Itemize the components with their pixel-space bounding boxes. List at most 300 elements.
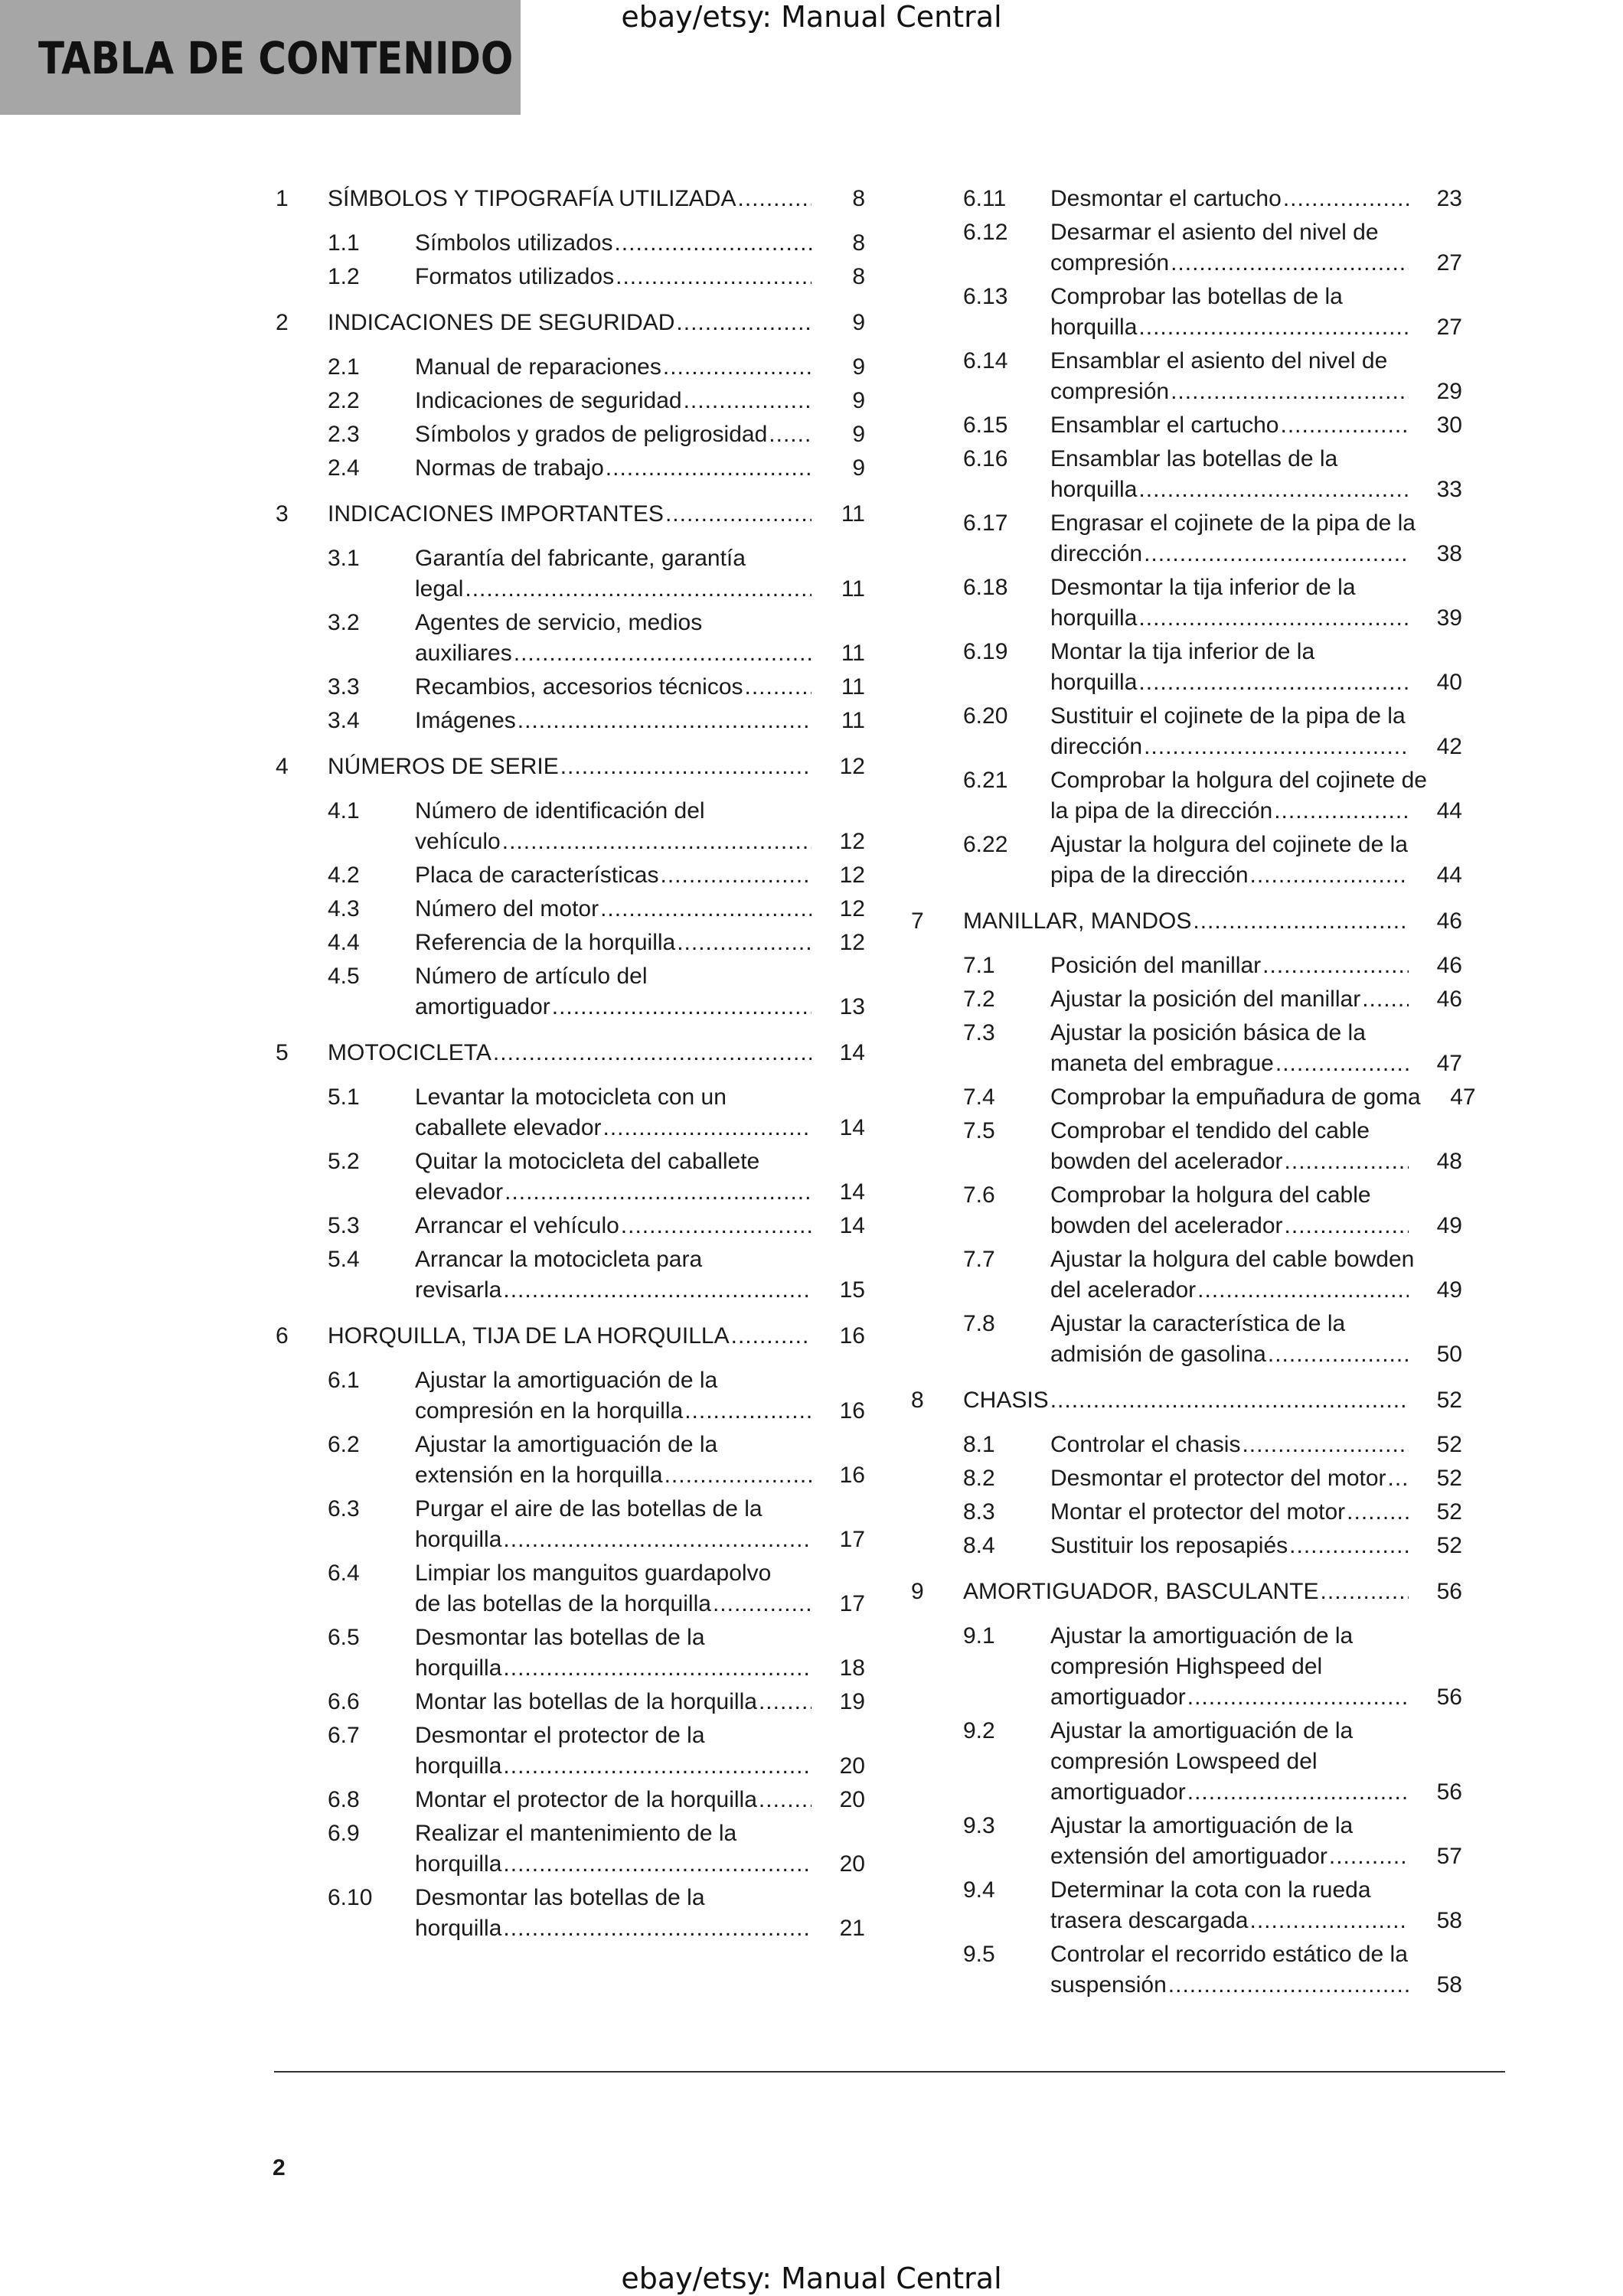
toc-leader-dots (503, 1275, 812, 1306)
toc-section-entry[interactable] (276, 1558, 865, 1619)
watermark-bottom: ebay/etsy: Manual Central (621, 2262, 1002, 2295)
toc-entry-number: 6.16 (963, 446, 1008, 471)
toc-page-number: 52 (1436, 1533, 1462, 1558)
toc-entry-title: Indicaciones de seguridad (415, 388, 682, 413)
toc-section-entry[interactable] (276, 1818, 865, 1880)
toc-page-number: 18 (839, 1655, 865, 1681)
toc-entry-title: Quitar la motocicleta del caballete (415, 1149, 760, 1174)
toc-section-entry[interactable] (911, 1082, 1476, 1113)
toc-entry-title: Arrancar la motocicleta para (415, 1247, 703, 1272)
toc-page-number: 39 (1436, 605, 1462, 631)
toc-entry-title: extensión del amortiguador (1050, 1844, 1327, 1869)
toc-section-entry[interactable] (276, 1146, 865, 1208)
toc-leader-dots (1138, 603, 1409, 634)
toc-entry-number: 6.11 (963, 186, 1007, 211)
toc-page-number: 11 (841, 708, 865, 733)
toc-entry-title: AMORTIGUADOR, BASCULANTE (963, 1579, 1319, 1604)
toc-page-number: 56 (1436, 1779, 1462, 1805)
toc-page-number: 44 (1436, 798, 1462, 823)
toc-chapter-entry[interactable] (276, 184, 865, 214)
toc-entry-number: 9.2 (963, 1718, 995, 1743)
toc-page-number: 14 (839, 1179, 865, 1205)
toc-entry-title: Normas de trabajo (415, 455, 604, 481)
toc-entry-number: 1.1 (328, 230, 360, 256)
toc-section-entry[interactable] (276, 672, 865, 703)
toc-entry-number: 1.2 (328, 264, 360, 289)
toc-entry-number: 6.9 (328, 1821, 360, 1846)
toc-entry-title: legal (415, 576, 464, 602)
toc-leader-dots (1193, 906, 1409, 937)
toc-entry-number: 6.15 (963, 413, 1008, 438)
toc-section-entry[interactable] (911, 346, 1462, 407)
toc-chapter-entry[interactable] (276, 308, 865, 338)
toc-entry-number: 7.7 (963, 1247, 995, 1272)
toc-chapter-entry[interactable] (276, 1321, 865, 1352)
toc-section-entry[interactable] (911, 1180, 1462, 1241)
toc-page-number: 52 (1436, 1466, 1462, 1491)
toc-entry-title: amortiguador (1050, 1684, 1186, 1710)
toc-entry-title: Referencia de la horquilla (415, 930, 676, 955)
toc-entry-title: INDICACIONES DE SEGURIDAD (328, 310, 675, 335)
toc-section-entry[interactable] (911, 1116, 1462, 1177)
toc-section-entry[interactable] (276, 894, 865, 925)
toc-chapter-entry[interactable] (911, 1577, 1462, 1607)
toc-entry-title: compresión Lowspeed del (1050, 1749, 1318, 1774)
toc-entry-number: 7 (911, 908, 924, 934)
toc-leader-dots (1242, 1430, 1409, 1460)
toc-entry-number: 5.2 (328, 1149, 360, 1174)
toc-leader-dots (1197, 1275, 1409, 1306)
toc-entry-title: Número de identificación del (415, 798, 705, 823)
toc-section-entry[interactable] (276, 453, 865, 484)
toc-entry-number: 8.1 (963, 1432, 995, 1457)
toc-section-entry[interactable] (276, 262, 865, 292)
toc-entry-number: 8.3 (963, 1499, 995, 1525)
toc-entry-number: 6.10 (328, 1885, 373, 1910)
toc-entry-title: compresión Highspeed del (1050, 1654, 1323, 1679)
toc-chapter-entry[interactable] (911, 906, 1462, 937)
toc-leader-dots (737, 184, 812, 214)
toc-leader-dots (1321, 1577, 1409, 1607)
toc-section-entry[interactable] (911, 1430, 1462, 1460)
toc-leader-dots (1285, 1146, 1409, 1177)
toc-section-entry[interactable] (276, 928, 865, 958)
toc-page-number: 8 (852, 230, 865, 256)
toc-leader-dots (614, 228, 812, 259)
header-banner (0, 0, 521, 115)
toc-section-entry[interactable] (911, 1875, 1462, 1936)
toc-entry-number: 4.3 (328, 896, 360, 921)
toc-leader-dots (1187, 1777, 1409, 1808)
toc-entry-number: 6.13 (963, 284, 1008, 309)
toc-entry-title: Comprobar las botellas de la (1050, 284, 1343, 309)
toc-entry-title: Placa de características (415, 863, 659, 888)
toc-section-entry[interactable] (276, 1430, 865, 1491)
toc-leader-dots (1280, 410, 1409, 441)
toc-leader-dots (503, 1525, 812, 1555)
toc-section-entry[interactable] (911, 1497, 1462, 1528)
toc-leader-dots (663, 352, 812, 383)
toc-entry-number: 8 (911, 1388, 924, 1413)
toc-leader-dots (1138, 667, 1409, 698)
toc-page-number: 29 (1436, 379, 1462, 404)
toc-section-entry[interactable] (276, 1720, 865, 1782)
toc-section-entry[interactable] (911, 765, 1462, 827)
toc-page-number: 16 (839, 1398, 865, 1424)
toc-entry-title: horquilla (1050, 315, 1138, 340)
toc-entry-title: Sustituir el cojinete de la pipa de la (1050, 703, 1406, 729)
toc-entry-title: Engrasar el cojinete de la pipa de la (1050, 510, 1416, 536)
toc-entry-number: 3.1 (328, 546, 360, 571)
toc-entry-title: horquilla (415, 1916, 502, 1941)
toc-entry-title: HORQUILLA, TIJA DE LA HORQUILLA (328, 1323, 730, 1349)
toc-entry-title: Comprobar la empuñadura de goma (1050, 1084, 1421, 1110)
toc-entry-title: extensión en la horquilla (415, 1463, 663, 1488)
toc-entry-title: revisarla (415, 1277, 502, 1303)
toc-entry-title: Desmontar las botellas de la (415, 1625, 705, 1650)
toc-entry-number: 6.4 (328, 1561, 360, 1586)
toc-entry-title: MANILLAR, MANDOS (963, 908, 1192, 934)
toc-entry-title: caballete elevador (415, 1115, 602, 1140)
toc-leader-dots (1262, 951, 1409, 981)
toc-section-entry[interactable] (911, 1244, 1462, 1306)
toc-entry-title: Ensamblar las botellas de la (1050, 446, 1338, 471)
toc-entry-title: Comprobar la holgura del cojinete de (1050, 768, 1427, 793)
toc-section-entry[interactable] (911, 1811, 1462, 1872)
toc-leader-dots (1250, 860, 1409, 891)
toc-page-number: 13 (839, 994, 865, 1019)
toc-entry-number: 6.22 (963, 832, 1008, 857)
toc-entry-number: 8.4 (963, 1533, 995, 1558)
toc-entry-title: admisión de gasolina (1050, 1342, 1266, 1367)
toc-leader-dots (1388, 1463, 1409, 1494)
toc-entry-number: 6.1 (328, 1368, 360, 1393)
toc-section-entry[interactable] (911, 217, 1462, 279)
toc-entry-title: Número del motor (415, 896, 599, 921)
toc-section-entry[interactable] (276, 608, 865, 669)
toc-entry-title: Desmontar el cartucho (1050, 186, 1282, 211)
toc-section-entry[interactable] (911, 282, 1462, 343)
toc-page-number: 17 (839, 1591, 865, 1616)
toc-entry-title: maneta del embrague (1050, 1051, 1274, 1076)
toc-leader-dots (1283, 184, 1409, 214)
toc-entry-title: la pipa de la dirección (1050, 798, 1273, 823)
toc-leader-dots (514, 638, 812, 669)
toc-entry-number: 7.4 (963, 1084, 995, 1110)
toc-entry-number: 2 (276, 310, 289, 335)
toc-entry-title: Ajustar la holgura del cojinete de la (1050, 832, 1408, 857)
toc-entry-title: Comprobar el tendido del cable (1050, 1118, 1370, 1143)
toc-entry-title: Sustituir los reposapiés (1050, 1533, 1288, 1558)
toc-page-number: 11 (841, 641, 865, 666)
toc-entry-title: Ajustar la característica de la (1050, 1311, 1346, 1336)
toc-page-number: 38 (1436, 541, 1462, 566)
toc-entry-title: compresión (1050, 250, 1170, 276)
toc-entry-number: 7.5 (963, 1118, 995, 1143)
toc-entry-title: MOTOCICLETA (328, 1040, 491, 1065)
toc-chapter-entry[interactable] (276, 1038, 865, 1068)
toc-page-number: 52 (1436, 1388, 1462, 1413)
toc-leader-dots (713, 1589, 812, 1619)
toc-page-number: 47 (1450, 1084, 1476, 1110)
toc-entry-number: 4.5 (328, 964, 360, 989)
toc-entry-number: 6.7 (328, 1723, 360, 1748)
toc-entry-number: 1 (276, 186, 289, 211)
toc-entry-title: Ajustar la amortiguación de la (1050, 1718, 1354, 1743)
toc-entry-number: 4.2 (328, 863, 360, 888)
toc-page-number: 11 (841, 674, 865, 700)
toc-page-number: 14 (839, 1040, 865, 1065)
toc-page-number: 49 (1436, 1213, 1462, 1238)
toc-entry-number: 6.8 (328, 1787, 360, 1812)
toc-entry-number: 7.2 (963, 987, 995, 1012)
toc-entry-number: 3.2 (328, 610, 360, 635)
toc-section-entry[interactable] (276, 1082, 865, 1143)
toc-leader-dots (1329, 1841, 1409, 1872)
toc-leader-dots (665, 499, 812, 530)
toc-section-entry[interactable] (911, 444, 1462, 505)
toc-leader-dots (493, 1038, 812, 1068)
toc-page-number: 20 (839, 1753, 865, 1779)
toc-entry-number: 6.2 (328, 1432, 360, 1457)
toc-entry-title: Montar las botellas de la horquilla (415, 1689, 757, 1714)
toc-entry-title: vehículo (415, 829, 501, 854)
toc-entry-number: 4.4 (328, 930, 360, 955)
toc-section-entry[interactable] (276, 1883, 865, 1944)
page-number: 2 (273, 2155, 286, 2180)
toc-leader-dots (603, 1113, 812, 1143)
toc-page-number: 19 (839, 1689, 865, 1714)
toc-entry-number: 8.2 (963, 1466, 995, 1491)
toc-entry-number: 9 (911, 1579, 924, 1604)
toc-entry-title: compresión (1050, 379, 1170, 404)
toc-entry-number: 7.1 (963, 953, 995, 978)
toc-entry-title: Símbolos y grados de peligrosidad (415, 422, 768, 447)
toc-entry-title: Garantía del fabricante, garantía (415, 546, 746, 571)
footer-divider (274, 2071, 1505, 2073)
toc-page-number: 15 (839, 1277, 865, 1303)
page-title: TABLA DE CONTENIDO (38, 32, 514, 84)
toc-leader-dots (1168, 1970, 1409, 2001)
toc-entry-title: horquilla (1050, 670, 1138, 695)
toc-page-number: 9 (852, 422, 865, 447)
toc-section-entry[interactable] (911, 1463, 1462, 1494)
toc-section-entry[interactable] (276, 419, 865, 450)
toc-entry-title: horquilla (415, 1655, 502, 1681)
toc-entry-title: SÍMBOLOS Y TIPOGRAFÍA UTILIZADA (328, 186, 736, 211)
toc-leader-dots (1275, 1049, 1409, 1079)
toc-leader-dots (684, 1396, 812, 1427)
toc-entry-title: Purgar el aire de las botellas de la (415, 1496, 763, 1521)
toc-leader-dots (465, 574, 812, 605)
toc-leader-dots (552, 992, 812, 1022)
toc-section-entry[interactable] (911, 984, 1462, 1015)
toc-page-number: 9 (852, 388, 865, 413)
toc-leader-dots (759, 1687, 812, 1717)
toc-entry-number: 6.18 (963, 575, 1008, 600)
toc-section-entry[interactable] (911, 1939, 1462, 2001)
toc-entry-number: 6.12 (963, 220, 1008, 245)
toc-page-number: 57 (1436, 1844, 1462, 1869)
toc-leader-dots (1347, 1497, 1409, 1528)
toc-entry-number: 6.20 (963, 703, 1008, 729)
toc-entry-title: Desmontar el protector del motor (1050, 1466, 1386, 1491)
toc-leader-dots (1268, 1339, 1409, 1370)
toc-section-entry[interactable] (276, 1687, 865, 1717)
toc-page-number: 27 (1436, 250, 1462, 276)
toc-section-entry[interactable] (911, 1716, 1462, 1808)
toc-leader-dots (1050, 1385, 1409, 1416)
toc-entry-number: 5.4 (328, 1247, 360, 1272)
toc-leader-dots (759, 1785, 812, 1815)
toc-chapter-entry[interactable] (276, 752, 865, 782)
toc-entry-title: horquilla (1050, 477, 1138, 502)
toc-entry-title: amortiguador (1050, 1779, 1186, 1805)
toc-section-entry[interactable] (911, 1621, 1462, 1713)
toc-leader-dots (1138, 312, 1409, 343)
toc-entry-title: elevador (415, 1179, 504, 1205)
toc-entry-number: 3 (276, 501, 289, 527)
toc-section-entry[interactable] (276, 1244, 865, 1306)
toc-leader-dots (660, 860, 812, 891)
toc-section-entry[interactable] (276, 796, 865, 857)
toc-page-number: 58 (1436, 1972, 1462, 1998)
toc-entry-number: 6.6 (328, 1689, 360, 1714)
toc-page-number: 27 (1436, 315, 1462, 340)
toc-section-entry[interactable] (911, 1018, 1462, 1079)
toc-section-entry[interactable] (276, 860, 865, 891)
toc-column-right (911, 184, 1476, 2004)
toc-entry-number: 6.3 (328, 1496, 360, 1521)
toc-entry-title: Ajustar la amortiguación de la (415, 1432, 718, 1457)
toc-page-number: 12 (839, 896, 865, 921)
toc-entry-title: amortiguador (415, 994, 550, 1019)
toc-page-number: 49 (1436, 1277, 1462, 1303)
toc-entry-number: 5 (276, 1040, 289, 1065)
toc-section-entry[interactable] (276, 961, 865, 1022)
toc-section-entry[interactable] (911, 572, 1462, 634)
toc-section-entry[interactable] (276, 706, 865, 736)
toc-leader-dots (505, 1177, 812, 1208)
toc-entry-title: horquilla (415, 1527, 502, 1552)
toc-entry-title: Ajustar la amortiguación de la (1050, 1813, 1354, 1838)
toc-section-entry[interactable] (276, 1623, 865, 1684)
toc-entry-number: 9.5 (963, 1942, 995, 1967)
toc-section-entry[interactable] (276, 543, 865, 605)
toc-chapter-entry[interactable] (276, 499, 865, 530)
toc-entry-number: 6 (276, 1323, 289, 1349)
toc-leader-dots (1171, 377, 1409, 407)
toc-entry-title: dirección (1050, 734, 1143, 759)
toc-entry-title: Comprobar la holgura del cable (1050, 1182, 1371, 1208)
toc-entry-title: Símbolos utilizados (415, 230, 613, 256)
toc-leader-dots (503, 1653, 812, 1684)
toc-leader-dots (1144, 732, 1409, 762)
toc-page-number: 20 (839, 1787, 865, 1812)
toc-section-entry[interactable] (911, 508, 1462, 569)
toc-section-entry[interactable] (276, 386, 865, 416)
toc-page-number: 12 (839, 930, 865, 955)
toc-entry-title: Montar la tija inferior de la (1050, 639, 1315, 664)
toc-chapter-entry[interactable] (911, 1385, 1462, 1416)
toc-entry-title: Limpiar los manguitos guardapolvo (415, 1561, 772, 1586)
toc-entry-title: Ajustar la posición básica de la (1050, 1020, 1366, 1045)
toc-page-number: 46 (1436, 908, 1462, 934)
toc-leader-dots (606, 453, 812, 484)
toc-leader-dots (677, 928, 812, 958)
toc-section-entry[interactable] (911, 830, 1462, 891)
toc-section-entry[interactable] (276, 352, 865, 383)
toc-page-number: 46 (1436, 953, 1462, 978)
toc-section-entry[interactable] (911, 410, 1462, 441)
toc-entry-title: Manual de reparaciones (415, 354, 661, 380)
toc-page-number: 48 (1436, 1149, 1462, 1174)
toc-section-entry[interactable] (911, 637, 1462, 698)
toc-section-entry[interactable] (276, 1494, 865, 1555)
toc-page-number: 44 (1436, 863, 1462, 888)
toc-page-number: 33 (1436, 477, 1462, 502)
toc-leader-dots (560, 752, 812, 782)
toc-entry-number: 4 (276, 754, 289, 779)
toc-page-number: 30 (1436, 413, 1462, 438)
toc-entry-number: 2.4 (328, 455, 360, 481)
toc-page-number: 17 (839, 1527, 865, 1552)
toc-entry-title: Ajustar la posición del manillar (1050, 987, 1361, 1012)
toc-entry-number: 9.4 (963, 1877, 995, 1903)
toc-entry-title: de las botellas de la horquilla (415, 1591, 711, 1616)
toc-entry-number: 5.1 (328, 1084, 360, 1110)
toc-entry-title: horquilla (415, 1851, 502, 1877)
toc-entry-title: Desarmar el asiento del nivel de (1050, 220, 1379, 245)
toc-entry-title: horquilla (415, 1753, 502, 1779)
toc-page-number: 20 (839, 1851, 865, 1877)
toc-entry-title: Ajustar la holgura del cable bowden (1050, 1247, 1415, 1272)
toc-entry-number: 7.8 (963, 1311, 995, 1336)
toc-entry-number: 2.3 (328, 422, 360, 447)
toc-entry-number: 6.5 (328, 1625, 360, 1650)
toc-entry-number: 9.1 (963, 1623, 995, 1649)
toc-section-entry[interactable] (911, 1309, 1462, 1370)
toc-section-entry[interactable] (911, 1531, 1462, 1561)
toc-entry-title: Realizar el mantenimiento de la (415, 1821, 737, 1846)
toc-entry-number: 5.3 (328, 1213, 360, 1238)
toc-section-entry[interactable] (911, 701, 1462, 762)
toc-page-number: 16 (839, 1463, 865, 1488)
toc-leader-dots (731, 1321, 812, 1352)
toc-leader-dots (502, 827, 812, 857)
toc-column-left (276, 184, 865, 1947)
toc-section-entry[interactable] (911, 951, 1462, 981)
toc-section-entry[interactable] (911, 184, 1462, 214)
toc-leader-dots (503, 1849, 812, 1880)
toc-page-number: 14 (839, 1115, 865, 1140)
toc-section-entry[interactable] (276, 1211, 865, 1241)
toc-entry-title: Ensamblar el asiento del nivel de (1050, 348, 1388, 373)
toc-entry-title: dirección (1050, 541, 1143, 566)
toc-page-number: 47 (1436, 1051, 1462, 1076)
toc-entry-title: bowden del acelerador (1050, 1213, 1283, 1238)
toc-entry-title: Formatos utilizados (415, 264, 615, 289)
toc-section-entry[interactable] (276, 1785, 865, 1815)
toc-entry-number: 6.19 (963, 639, 1008, 664)
toc-page-number: 23 (1436, 186, 1462, 211)
toc-entry-title: Número de artículo del (415, 964, 648, 989)
toc-section-entry[interactable] (276, 1365, 865, 1427)
toc-page-number: 9 (852, 354, 865, 380)
toc-section-entry[interactable] (276, 228, 865, 259)
toc-page-number: 42 (1436, 734, 1462, 759)
toc-page-number: 9 (852, 455, 865, 481)
